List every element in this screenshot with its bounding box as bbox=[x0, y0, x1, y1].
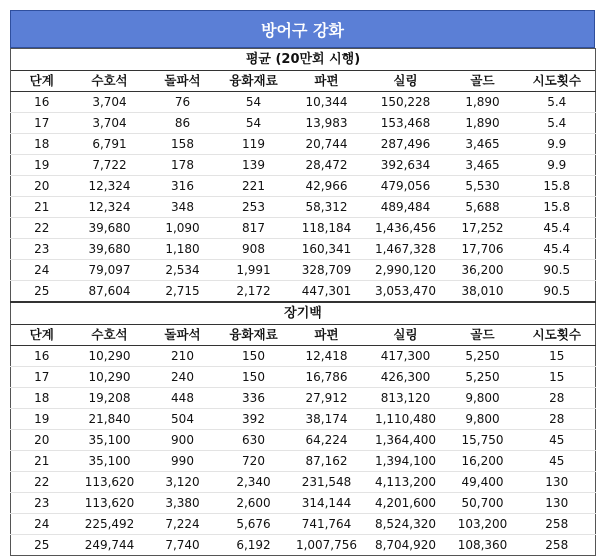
table-cell: 1,991 bbox=[219, 260, 289, 281]
table-cell: 28,472 bbox=[289, 155, 365, 176]
table-cell: 240 bbox=[147, 367, 219, 388]
table-cell: 348 bbox=[147, 197, 219, 218]
table-cell: 5,250 bbox=[447, 346, 519, 367]
table-cell: 42,966 bbox=[289, 176, 365, 197]
table-cell: 35,100 bbox=[73, 451, 147, 472]
table-cell: 5.4 bbox=[519, 92, 596, 113]
column-header: 융화재료 bbox=[219, 71, 289, 92]
table-cell: 119 bbox=[219, 134, 289, 155]
table-cell: 38,010 bbox=[447, 281, 519, 303]
section-title-row bbox=[11, 49, 596, 71]
table-cell: 50,700 bbox=[447, 493, 519, 514]
table-cell: 36,200 bbox=[447, 260, 519, 281]
table-cell: 150,228 bbox=[365, 92, 447, 113]
table-cell: 9,800 bbox=[447, 409, 519, 430]
table-cell: 12,324 bbox=[73, 197, 147, 218]
table-cell: 17,706 bbox=[447, 239, 519, 260]
table-row bbox=[11, 514, 596, 535]
table-cell: 8,704,920 bbox=[365, 535, 447, 556]
table-cell: 12,418 bbox=[289, 346, 365, 367]
table-cell: 3,120 bbox=[147, 472, 219, 493]
table-cell: 15.8 bbox=[519, 197, 596, 218]
table-cell: 5,688 bbox=[447, 197, 519, 218]
table-cell: 45.4 bbox=[519, 218, 596, 239]
table-cell: 6,192 bbox=[219, 535, 289, 556]
table-cell: 24 bbox=[11, 260, 73, 281]
table-cell: 21 bbox=[11, 451, 73, 472]
table-cell: 221 bbox=[219, 176, 289, 197]
table-cell: 54 bbox=[219, 92, 289, 113]
column-header-row bbox=[11, 325, 596, 346]
table-row bbox=[11, 260, 596, 281]
table-cell: 249,744 bbox=[73, 535, 147, 556]
table-row bbox=[11, 388, 596, 409]
table-cell: 392 bbox=[219, 409, 289, 430]
table-cell: 1,394,100 bbox=[365, 451, 447, 472]
table-cell: 79,097 bbox=[73, 260, 147, 281]
table-cell: 392,634 bbox=[365, 155, 447, 176]
table-cell: 158 bbox=[147, 134, 219, 155]
table-cell: 447,301 bbox=[289, 281, 365, 303]
section-title-row bbox=[11, 302, 596, 325]
table-row bbox=[11, 472, 596, 493]
table-cell: 2,715 bbox=[147, 281, 219, 303]
table-cell: 90.5 bbox=[519, 281, 596, 303]
table-cell: 3,465 bbox=[447, 134, 519, 155]
table-cell: 336 bbox=[219, 388, 289, 409]
table-cell: 504 bbox=[147, 409, 219, 430]
table-cell: 23 bbox=[11, 493, 73, 514]
table-row bbox=[11, 493, 596, 514]
table-cell: 108,360 bbox=[447, 535, 519, 556]
table-cell: 49,400 bbox=[447, 472, 519, 493]
table-cell: 10,290 bbox=[73, 346, 147, 367]
table-cell: 489,484 bbox=[365, 197, 447, 218]
table-row bbox=[11, 113, 596, 134]
table-cell: 150 bbox=[219, 346, 289, 367]
column-header: 시도횟수 bbox=[519, 325, 596, 346]
table-row bbox=[11, 155, 596, 176]
table-cell: 2,600 bbox=[219, 493, 289, 514]
table-cell: 21 bbox=[11, 197, 73, 218]
table-cell: 15,750 bbox=[447, 430, 519, 451]
table-row bbox=[11, 451, 596, 472]
table-cell: 1,467,328 bbox=[365, 239, 447, 260]
table-body bbox=[11, 49, 596, 556]
table-cell: 23 bbox=[11, 239, 73, 260]
section-title: 평균 (20만회 시행) bbox=[11, 49, 596, 71]
table-cell: 10,344 bbox=[289, 92, 365, 113]
column-header: 융화재료 bbox=[219, 325, 289, 346]
table-cell: 990 bbox=[147, 451, 219, 472]
table-cell: 19,208 bbox=[73, 388, 147, 409]
table-cell: 7,722 bbox=[73, 155, 147, 176]
table-cell: 630 bbox=[219, 430, 289, 451]
table-cell: 130 bbox=[519, 493, 596, 514]
table-cell: 130 bbox=[519, 472, 596, 493]
table-cell: 76 bbox=[147, 92, 219, 113]
column-header: 수호석 bbox=[73, 325, 147, 346]
table-cell: 9.9 bbox=[519, 134, 596, 155]
table-cell: 27,912 bbox=[289, 388, 365, 409]
table-cell: 6,791 bbox=[73, 134, 147, 155]
table-cell: 8,524,320 bbox=[365, 514, 447, 535]
table-cell: 1,090 bbox=[147, 218, 219, 239]
table-cell: 15 bbox=[519, 346, 596, 367]
table-row bbox=[11, 176, 596, 197]
table-cell: 5.4 bbox=[519, 113, 596, 134]
table-cell: 9.9 bbox=[519, 155, 596, 176]
table-row bbox=[11, 346, 596, 367]
table-cell: 3,465 bbox=[447, 155, 519, 176]
table-cell: 210 bbox=[147, 346, 219, 367]
table-cell: 1,007,756 bbox=[289, 535, 365, 556]
table-cell: 150 bbox=[219, 367, 289, 388]
column-header: 골드 bbox=[447, 71, 519, 92]
table-cell: 15.8 bbox=[519, 176, 596, 197]
table-cell: 2,534 bbox=[147, 260, 219, 281]
table-cell: 35,100 bbox=[73, 430, 147, 451]
table-cell: 45 bbox=[519, 451, 596, 472]
table-cell: 28 bbox=[519, 388, 596, 409]
table-cell: 316 bbox=[147, 176, 219, 197]
table-cell: 16,786 bbox=[289, 367, 365, 388]
table-cell: 741,764 bbox=[289, 514, 365, 535]
table-cell: 287,496 bbox=[365, 134, 447, 155]
table-cell: 13,983 bbox=[289, 113, 365, 134]
table-cell: 58,312 bbox=[289, 197, 365, 218]
table-title: 방어구 강화 bbox=[10, 10, 595, 48]
table-cell: 15 bbox=[519, 367, 596, 388]
table-cell: 3,053,470 bbox=[365, 281, 447, 303]
table-cell: 3,704 bbox=[73, 92, 147, 113]
table-cell: 2,172 bbox=[219, 281, 289, 303]
table-row bbox=[11, 197, 596, 218]
table-cell: 426,300 bbox=[365, 367, 447, 388]
table-cell: 25 bbox=[11, 535, 73, 556]
table-cell: 1,364,400 bbox=[365, 430, 447, 451]
table-cell: 3,380 bbox=[147, 493, 219, 514]
table-cell: 20 bbox=[11, 176, 73, 197]
table-cell: 231,548 bbox=[289, 472, 365, 493]
table-cell: 1,436,456 bbox=[365, 218, 447, 239]
table-cell: 18 bbox=[11, 388, 73, 409]
column-header: 골드 bbox=[447, 325, 519, 346]
table-cell: 19 bbox=[11, 409, 73, 430]
table-cell: 87,162 bbox=[289, 451, 365, 472]
table-cell: 2,990,120 bbox=[365, 260, 447, 281]
table-cell: 153,468 bbox=[365, 113, 447, 134]
table-cell: 54 bbox=[219, 113, 289, 134]
table-row bbox=[11, 281, 596, 303]
table-cell: 5,676 bbox=[219, 514, 289, 535]
table-row bbox=[11, 430, 596, 451]
table-cell: 24 bbox=[11, 514, 73, 535]
table-row bbox=[11, 409, 596, 430]
table-cell: 139 bbox=[219, 155, 289, 176]
table-cell: 448 bbox=[147, 388, 219, 409]
table-cell: 225,492 bbox=[73, 514, 147, 535]
table-cell: 4,201,600 bbox=[365, 493, 447, 514]
table-cell: 17,252 bbox=[447, 218, 519, 239]
column-header: 시도횟수 bbox=[519, 71, 596, 92]
table-cell: 4,113,200 bbox=[365, 472, 447, 493]
table-cell: 103,200 bbox=[447, 514, 519, 535]
column-header: 수호석 bbox=[73, 71, 147, 92]
table-cell: 16,200 bbox=[447, 451, 519, 472]
column-header: 파편 bbox=[289, 71, 365, 92]
table-cell: 18 bbox=[11, 134, 73, 155]
table-cell: 3,704 bbox=[73, 113, 147, 134]
table-cell: 19 bbox=[11, 155, 73, 176]
table-cell: 113,620 bbox=[73, 493, 147, 514]
table-cell: 328,709 bbox=[289, 260, 365, 281]
table-cell: 22 bbox=[11, 218, 73, 239]
table-cell: 38,174 bbox=[289, 409, 365, 430]
table-cell: 479,056 bbox=[365, 176, 447, 197]
table-cell: 16 bbox=[11, 346, 73, 367]
table-cell: 1,180 bbox=[147, 239, 219, 260]
table-cell: 20,744 bbox=[289, 134, 365, 155]
table-cell: 39,680 bbox=[73, 239, 147, 260]
armor-enhancement-table-card bbox=[10, 10, 595, 556]
table-cell: 178 bbox=[147, 155, 219, 176]
column-header-row bbox=[11, 71, 596, 92]
table-cell: 87,604 bbox=[73, 281, 147, 303]
table-cell: 86 bbox=[147, 113, 219, 134]
table-row bbox=[11, 218, 596, 239]
table-cell: 64,224 bbox=[289, 430, 365, 451]
table-cell: 39,680 bbox=[73, 218, 147, 239]
table-cell: 118,184 bbox=[289, 218, 365, 239]
table-cell: 9,800 bbox=[447, 388, 519, 409]
table-cell: 817 bbox=[219, 218, 289, 239]
section-title: 장기백 bbox=[11, 302, 596, 325]
enhancement-table bbox=[10, 48, 596, 556]
table-cell: 720 bbox=[219, 451, 289, 472]
column-header: 돌파석 bbox=[147, 71, 219, 92]
table-cell: 258 bbox=[519, 514, 596, 535]
table-cell: 2,340 bbox=[219, 472, 289, 493]
table-cell: 253 bbox=[219, 197, 289, 218]
table-cell: 90.5 bbox=[519, 260, 596, 281]
table-cell: 17 bbox=[11, 367, 73, 388]
table-cell: 908 bbox=[219, 239, 289, 260]
column-header: 실링 bbox=[365, 71, 447, 92]
table-cell: 1,890 bbox=[447, 92, 519, 113]
table-cell: 160,341 bbox=[289, 239, 365, 260]
table-cell: 7,224 bbox=[147, 514, 219, 535]
table-row bbox=[11, 92, 596, 113]
table-cell: 314,144 bbox=[289, 493, 365, 514]
table-cell: 5,250 bbox=[447, 367, 519, 388]
table-cell: 17 bbox=[11, 113, 73, 134]
table-row bbox=[11, 535, 596, 556]
table-cell: 28 bbox=[519, 409, 596, 430]
table-cell: 45.4 bbox=[519, 239, 596, 260]
table-cell: 45 bbox=[519, 430, 596, 451]
column-header: 돌파석 bbox=[147, 325, 219, 346]
column-header: 실링 bbox=[365, 325, 447, 346]
column-header: 단계 bbox=[11, 325, 73, 346]
table-cell: 5,530 bbox=[447, 176, 519, 197]
table-cell: 113,620 bbox=[73, 472, 147, 493]
table-cell: 16 bbox=[11, 92, 73, 113]
column-header: 파편 bbox=[289, 325, 365, 346]
table-cell: 1,110,480 bbox=[365, 409, 447, 430]
table-row bbox=[11, 239, 596, 260]
column-header: 단계 bbox=[11, 71, 73, 92]
table-row bbox=[11, 134, 596, 155]
table-cell: 20 bbox=[11, 430, 73, 451]
table-cell: 7,740 bbox=[147, 535, 219, 556]
table-cell: 12,324 bbox=[73, 176, 147, 197]
table-cell: 10,290 bbox=[73, 367, 147, 388]
table-cell: 258 bbox=[519, 535, 596, 556]
table-cell: 1,890 bbox=[447, 113, 519, 134]
table-cell: 25 bbox=[11, 281, 73, 303]
table-cell: 813,120 bbox=[365, 388, 447, 409]
table-cell: 900 bbox=[147, 430, 219, 451]
table-row bbox=[11, 367, 596, 388]
table-cell: 22 bbox=[11, 472, 73, 493]
table-cell: 417,300 bbox=[365, 346, 447, 367]
table-cell: 21,840 bbox=[73, 409, 147, 430]
